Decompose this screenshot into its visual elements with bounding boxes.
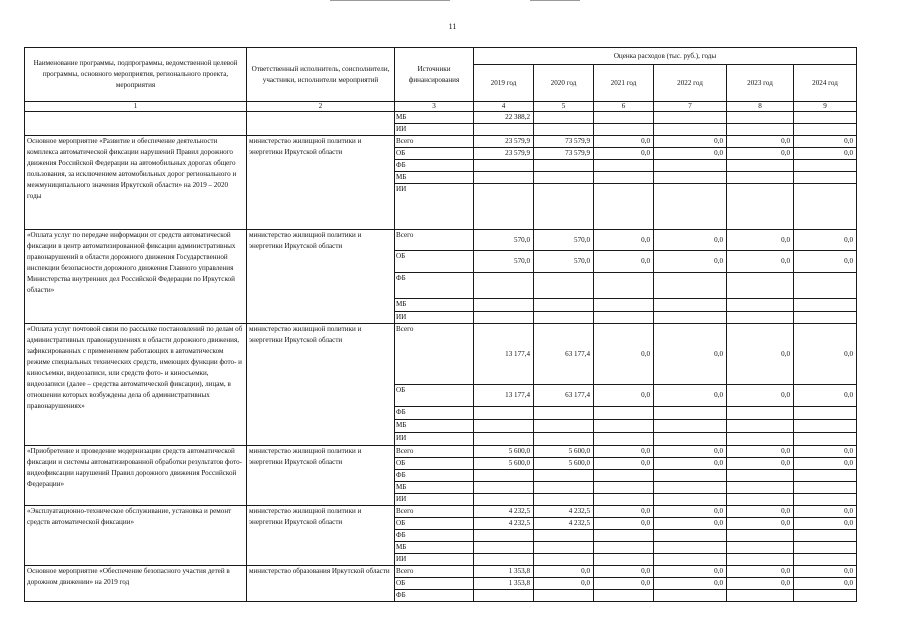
amount-cell <box>794 112 857 124</box>
amount-cell <box>474 420 534 433</box>
amount-cell <box>654 420 727 433</box>
amount-cell: 0,0 <box>727 136 794 148</box>
amount-cell <box>727 494 794 506</box>
funding-source-cell: ОБ <box>395 251 474 273</box>
executor-cell: министерство жилищной политики и энергетики Иркутской области <box>247 230 395 324</box>
amount-cell: 0,0 <box>727 148 794 160</box>
amount-cell <box>474 312 534 324</box>
funding-source-cell: ИИ <box>395 312 474 324</box>
amount-cell: 0,0 <box>594 324 654 385</box>
amount-cell: 0,0 <box>594 230 654 251</box>
event-name-cell: Основное мероприятие «Развитие и обеспечение деятельности комплекса автоматической фиксации нарушений Правил дорожного движения Российской Федерации на автомобильных дорогах общего пользования, за исключением автомобильных дорог регионального и межмуниципального значения Иркутской области» на 2019 – 2020 годы <box>25 136 247 230</box>
amount-cell <box>594 160 654 172</box>
amount-cell: 0,0 <box>794 136 857 148</box>
amount-cell: 0,0 <box>794 251 857 273</box>
amount-cell: 0,0 <box>654 251 727 273</box>
header-name: Наименование программы, подпрограммы, ведомственной целевой программы, основного мероприятия, регионального проекта, мероприятия <box>25 48 247 102</box>
amount-cell: 0,0 <box>727 458 794 470</box>
amount-cell <box>534 554 594 566</box>
column-index: 8 <box>727 102 794 112</box>
amount-cell: 0,0 <box>594 518 654 530</box>
amount-cell: 4 232,5 <box>534 518 594 530</box>
amount-cell <box>594 299 654 312</box>
amount-cell <box>727 554 794 566</box>
amount-cell <box>654 124 727 136</box>
amount-cell: 0,0 <box>654 566 727 578</box>
amount-cell <box>727 124 794 136</box>
amount-cell: 570,0 <box>534 230 594 251</box>
amount-cell <box>474 160 534 172</box>
amount-cell <box>594 433 654 446</box>
amount-cell <box>474 542 534 554</box>
amount-cell <box>727 407 794 420</box>
amount-cell: 0,0 <box>594 566 654 578</box>
amount-cell <box>727 172 794 184</box>
amount-cell <box>594 172 654 184</box>
amount-cell <box>794 312 857 324</box>
funding-source-cell: ИИ <box>395 494 474 506</box>
column-index: 6 <box>594 102 654 112</box>
amount-cell: 0,0 <box>794 324 857 385</box>
amount-cell <box>534 299 594 312</box>
funding-source-cell: ИИ <box>395 184 474 230</box>
amount-cell: 0,0 <box>594 506 654 518</box>
amount-cell <box>654 482 727 494</box>
scan-top-line <box>530 0 580 1</box>
amount-cell <box>534 542 594 554</box>
amount-cell: 0,0 <box>534 566 594 578</box>
amount-cell <box>594 407 654 420</box>
amount-cell <box>794 124 857 136</box>
amount-cell <box>534 112 594 124</box>
amount-cell <box>794 433 857 446</box>
amount-cell <box>594 112 654 124</box>
amount-cell: 0,0 <box>727 446 794 458</box>
executor-cell: министерство жилищной политики и энергетики Иркутской области <box>247 446 395 506</box>
amount-cell <box>727 433 794 446</box>
column-index: 2 <box>247 102 395 112</box>
table-row <box>25 324 857 385</box>
funding-source-cell: МБ <box>395 172 474 184</box>
amount-cell <box>594 184 654 230</box>
amount-cell: 0,0 <box>727 385 794 407</box>
funding-source-cell: Всего <box>395 566 474 578</box>
amount-cell: 73 579,9 <box>534 136 594 148</box>
amount-cell: 0,0 <box>654 148 727 160</box>
amount-cell <box>727 482 794 494</box>
amount-cell: 0,0 <box>654 578 727 590</box>
amount-cell: 23 579,9 <box>474 136 534 148</box>
amount-cell <box>534 407 594 420</box>
page-number: 11 <box>448 22 457 31</box>
amount-cell <box>594 554 654 566</box>
amount-cell: 0,0 <box>727 578 794 590</box>
amount-cell <box>654 172 727 184</box>
amount-cell: 4 232,5 <box>534 506 594 518</box>
amount-cell <box>654 542 727 554</box>
amount-cell: 0,0 <box>794 506 857 518</box>
amount-cell <box>727 299 794 312</box>
amount-cell <box>474 470 534 482</box>
table-row <box>25 446 857 458</box>
amount-cell: 0,0 <box>594 578 654 590</box>
amount-cell <box>654 470 727 482</box>
amount-cell: 0,0 <box>794 566 857 578</box>
event-name-cell: «Оплата услуг почтовой связи по рассылке постановлений по делам об административных правонарушениях в области дорожного движения, зафиксированных с применением работающих в автоматическом режиме специальных технических средств, имеющих функции фото- и киносъемки, видеозаписи, или средств фото- и киносъемки, видеозаписи (далее – средства автоматической фиксации), лицам, в отношении которых возбуждены дела об административных правонарушениях» <box>25 324 247 446</box>
amount-cell: 0,0 <box>654 446 727 458</box>
amount-cell: 0,0 <box>654 506 727 518</box>
amount-cell <box>727 590 794 602</box>
amount-cell <box>534 482 594 494</box>
amount-cell <box>727 420 794 433</box>
amount-cell: 0,0 <box>654 385 727 407</box>
amount-cell <box>654 312 727 324</box>
event-name-cell <box>25 112 247 136</box>
amount-cell: 0,0 <box>794 518 857 530</box>
amount-cell <box>534 273 594 299</box>
amount-cell: 0,0 <box>654 230 727 251</box>
amount-cell <box>794 273 857 299</box>
header-executor: Ответственный исполнитель, соисполнители, участники, исполнители мероприятий <box>247 48 395 102</box>
amount-cell: 63 177,4 <box>534 324 594 385</box>
amount-cell: 0,0 <box>654 324 727 385</box>
amount-cell: 0,0 <box>794 458 857 470</box>
amount-cell <box>794 172 857 184</box>
amount-cell <box>654 299 727 312</box>
amount-cell <box>594 420 654 433</box>
column-index: 4 <box>474 102 534 112</box>
amount-cell: 5 600,0 <box>534 446 594 458</box>
executor-cell <box>247 112 395 136</box>
funding-source-cell: Всего <box>395 230 474 251</box>
amount-cell <box>534 312 594 324</box>
amount-cell: 0,0 <box>654 136 727 148</box>
amount-cell <box>727 542 794 554</box>
amount-cell: 570,0 <box>474 230 534 251</box>
amount-cell <box>474 482 534 494</box>
funding-source-cell: МБ <box>395 112 474 124</box>
header-year: 2022 год <box>654 65 727 102</box>
amount-cell <box>474 124 534 136</box>
amount-cell <box>534 530 594 542</box>
amount-cell: 0,0 <box>727 506 794 518</box>
funding-source-cell: ИИ <box>395 124 474 136</box>
amount-cell: 23 579,9 <box>474 148 534 160</box>
table-row <box>25 566 857 578</box>
amount-cell <box>594 542 654 554</box>
amount-cell <box>534 160 594 172</box>
table-row <box>25 112 857 124</box>
amount-cell: 0,0 <box>794 230 857 251</box>
amount-cell <box>654 494 727 506</box>
amount-cell <box>654 184 727 230</box>
amount-cell: 570,0 <box>474 251 534 273</box>
funding-source-cell: ИИ <box>395 554 474 566</box>
amount-cell <box>654 530 727 542</box>
header-source: Источники финансирования <box>395 48 474 102</box>
amount-cell: 63 177,4 <box>534 385 594 407</box>
amount-cell: 0,0 <box>594 251 654 273</box>
amount-cell: 0,0 <box>654 458 727 470</box>
executor-cell: министерство жилищной политики и энергетики Иркутской области <box>247 136 395 230</box>
funding-source-cell: МБ <box>395 542 474 554</box>
event-name-cell: Основное мероприятие «Обеспечение безопасного участия детей в дорожном движении» на 2019 год <box>25 566 247 602</box>
table-row <box>25 136 857 148</box>
amount-cell: 4 232,5 <box>474 506 534 518</box>
funding-source-cell: МБ <box>395 299 474 312</box>
amount-cell <box>794 554 857 566</box>
amount-cell <box>474 273 534 299</box>
amount-cell <box>594 482 654 494</box>
funding-source-cell: ОБ <box>395 518 474 530</box>
amount-cell <box>534 172 594 184</box>
amount-cell <box>594 494 654 506</box>
amount-cell: 5 600,0 <box>474 446 534 458</box>
amount-cell: 0,0 <box>727 324 794 385</box>
column-index: 7 <box>654 102 727 112</box>
amount-cell: 0,0 <box>534 578 594 590</box>
amount-cell <box>794 470 857 482</box>
amount-cell <box>474 494 534 506</box>
amount-cell <box>727 112 794 124</box>
amount-cell <box>534 470 594 482</box>
amount-cell <box>794 407 857 420</box>
amount-cell <box>594 124 654 136</box>
amount-cell <box>727 530 794 542</box>
amount-cell <box>794 299 857 312</box>
amount-cell: 0,0 <box>727 518 794 530</box>
funding-source-cell: Всего <box>395 324 474 385</box>
amount-cell: 0,0 <box>594 458 654 470</box>
funding-source-cell: ОБ <box>395 148 474 160</box>
amount-cell <box>534 124 594 136</box>
funding-source-cell: МБ <box>395 482 474 494</box>
amount-cell <box>474 184 534 230</box>
funding-source-cell: ФБ <box>395 530 474 542</box>
scan-top-line <box>330 0 450 1</box>
column-index: 5 <box>534 102 594 112</box>
amount-cell: 0,0 <box>594 148 654 160</box>
amount-cell: 0,0 <box>794 148 857 160</box>
amount-cell <box>727 273 794 299</box>
amount-cell: 13 177,4 <box>474 324 534 385</box>
funding-source-cell: ОБ <box>395 385 474 407</box>
amount-cell <box>474 433 534 446</box>
funding-source-cell: ФБ <box>395 160 474 172</box>
header-year: 2019 год <box>474 65 534 102</box>
amount-cell: 13 177,4 <box>474 385 534 407</box>
amount-cell: 5 600,0 <box>534 458 594 470</box>
amount-cell: 0,0 <box>594 385 654 407</box>
column-index: 9 <box>794 102 857 112</box>
funding-source-cell: ОБ <box>395 458 474 470</box>
column-index: 3 <box>395 102 474 112</box>
executor-cell: министерство образования Иркутской области <box>247 566 395 602</box>
amount-cell <box>594 273 654 299</box>
amount-cell <box>594 530 654 542</box>
header-year: 2021 год <box>594 65 654 102</box>
amount-cell <box>794 482 857 494</box>
amount-cell: 0,0 <box>794 446 857 458</box>
funding-source-cell: Всего <box>395 506 474 518</box>
amount-cell <box>654 590 727 602</box>
amount-cell <box>794 184 857 230</box>
amount-cell: 0,0 <box>654 518 727 530</box>
funding-source-cell: Всего <box>395 136 474 148</box>
column-index: 1 <box>25 102 247 112</box>
amount-cell <box>534 420 594 433</box>
amount-cell: 22 388,2 <box>474 112 534 124</box>
header-year: 2024 год <box>794 65 857 102</box>
amount-cell <box>594 470 654 482</box>
amount-cell <box>794 160 857 172</box>
amount-cell <box>727 312 794 324</box>
amount-cell: 0,0 <box>794 578 857 590</box>
amount-cell: 0,0 <box>594 136 654 148</box>
amount-cell <box>654 160 727 172</box>
funding-source-cell: ФБ <box>395 470 474 482</box>
amount-cell <box>654 407 727 420</box>
amount-cell <box>534 494 594 506</box>
amount-cell: 5 600,0 <box>474 458 534 470</box>
amount-cell <box>727 160 794 172</box>
amount-cell <box>727 184 794 230</box>
amount-cell: 0,0 <box>727 566 794 578</box>
amount-cell: 0,0 <box>794 385 857 407</box>
amount-cell <box>474 590 534 602</box>
funding-source-cell: ОБ <box>395 578 474 590</box>
funding-source-cell: ИИ <box>395 433 474 446</box>
event-name-cell: «Оплата услуг по передаче информации от средств автоматической фиксации в центр автоматизированной фиксации административных правонарушений в области дорожного движения Государственной инспекции безопасности дорожного движения Главного управления Министерства внутренних дел Российской Федерации по Иркутской области» <box>25 230 247 324</box>
amount-cell: 1 353,8 <box>474 578 534 590</box>
table-row <box>25 506 857 518</box>
table-body <box>25 112 857 602</box>
header-cost: Оценка расходов (тыс. руб.), годы <box>474 48 857 65</box>
executor-cell: министерство жилищной политики и энергетики Иркутской области <box>247 506 395 566</box>
amount-cell: 0,0 <box>594 446 654 458</box>
funding-source-cell: ФБ <box>395 590 474 602</box>
amount-cell <box>474 407 534 420</box>
amount-cell: 1 353,8 <box>474 566 534 578</box>
amount-cell: 0,0 <box>727 230 794 251</box>
funding-source-cell: ФБ <box>395 407 474 420</box>
amount-cell: 4 232,5 <box>474 518 534 530</box>
amount-cell <box>474 530 534 542</box>
amount-cell <box>534 590 594 602</box>
amount-cell <box>594 312 654 324</box>
amount-cell <box>794 542 857 554</box>
amount-cell <box>727 470 794 482</box>
header-year: 2023 год <box>727 65 794 102</box>
amount-cell <box>794 420 857 433</box>
amount-cell <box>654 112 727 124</box>
amount-cell: 0,0 <box>727 251 794 273</box>
amount-cell <box>534 433 594 446</box>
amount-cell: 73 579,9 <box>534 148 594 160</box>
amount-cell <box>654 433 727 446</box>
amount-cell <box>474 554 534 566</box>
amount-cell: 570,0 <box>534 251 594 273</box>
executor-cell: министерство жилищной политики и энергетики Иркутской области <box>247 324 395 446</box>
amount-cell <box>794 530 857 542</box>
amount-cell <box>654 554 727 566</box>
budget-table <box>24 47 857 602</box>
amount-cell <box>794 590 857 602</box>
event-name-cell: «Эксплуатационно-техническое обслуживание, установка и ремонт средств автоматической фиксации» <box>25 506 247 566</box>
funding-source-cell: ФБ <box>395 273 474 299</box>
table-row <box>25 230 857 251</box>
amount-cell <box>474 172 534 184</box>
amount-cell <box>474 299 534 312</box>
header-year: 2020 год <box>534 65 594 102</box>
funding-source-cell: Всего <box>395 446 474 458</box>
funding-source-cell: МБ <box>395 420 474 433</box>
amount-cell <box>594 590 654 602</box>
amount-cell <box>534 184 594 230</box>
amount-cell <box>794 494 857 506</box>
amount-cell <box>654 273 727 299</box>
event-name-cell: «Приобретение и проведение модернизации средств автоматической фиксации и системы автоматизированной обработки результатов фото-видеофиксации нарушений Правил дорожного движения Российской Федерации» <box>25 446 247 506</box>
